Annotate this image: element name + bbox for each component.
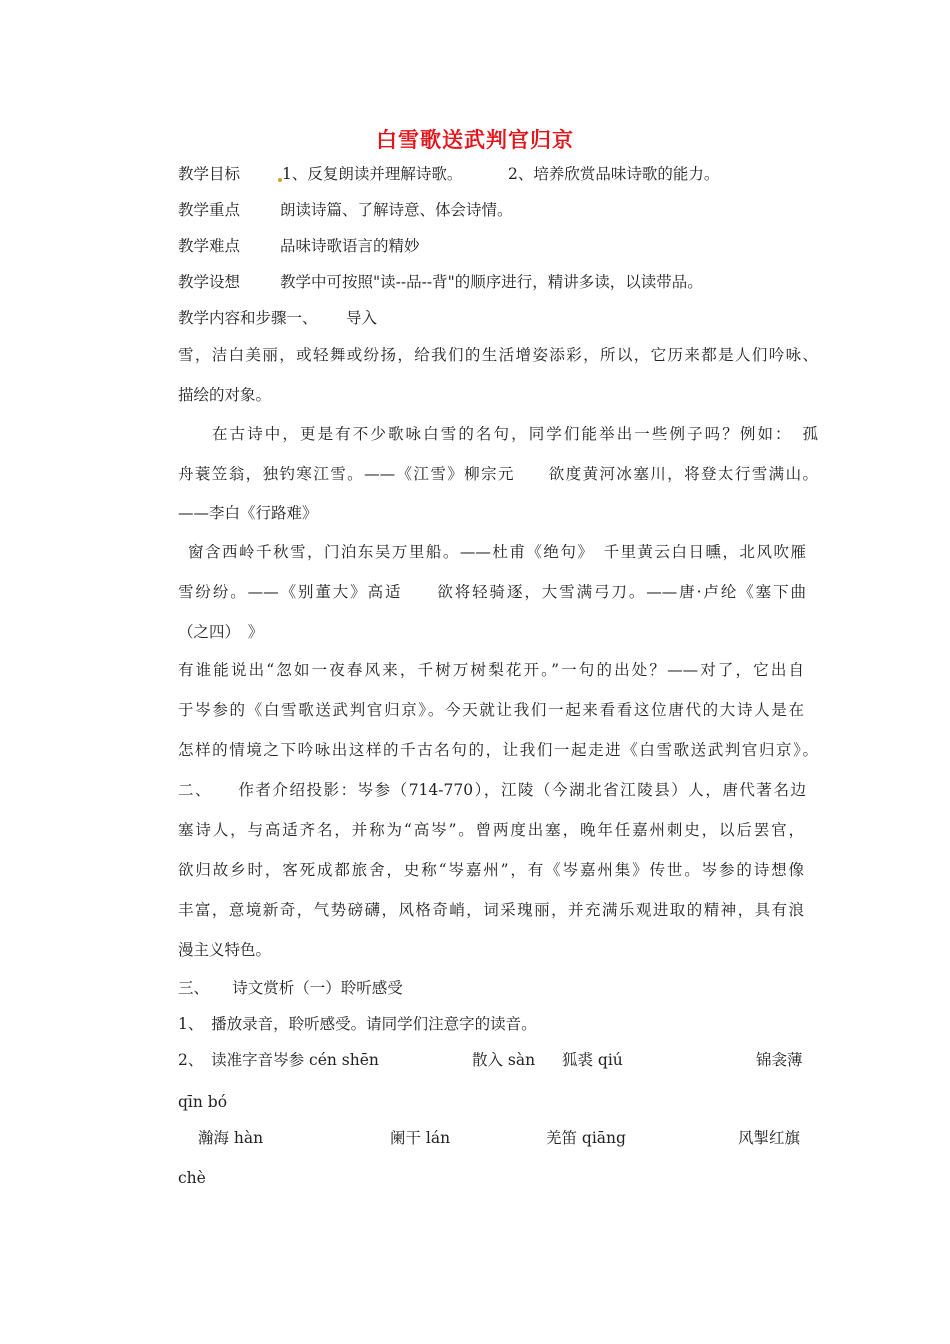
body-line: 丰富，意境新奇，气势磅礴，风格奇峭，词采瑰丽，并充满乐观进取的精神，具有浪 [178,901,804,919]
body-line: 于岑参的《白雪歌送武判官归京》。今天就让我们一起来看看这位唐代的大诗人是在 [178,701,804,719]
row-label: 教学目标 [178,165,241,183]
row-text: 朗读诗篇、了解诗意、体会诗情。 [280,201,513,219]
body-line: 欲归故乡时，客死成都旅舍，史称“岑嘉州”，有《岑嘉州集》传世。岑参的诗想像 [178,861,804,879]
body-line: 雪纷纷。——《别董大》高适 欲将轻骑逐，大雪满弓刀。——唐·卢纶《塞下曲 [178,583,806,601]
pinyin-continuation: qīn bó [178,1093,228,1111]
body-line: 描绘的对象。 [178,386,272,404]
pinyin-word: 狐裘 qiú [562,1051,623,1069]
pinyin-word: 锦衾薄 [756,1051,803,1069]
body-line: 怎样的情境之下吟咏出这样的千古名句的，让我们一起走进《白雪歌送武判官归京》。 [178,741,818,759]
body-line: 雪，洁白美丽，或轻舞或纷扬，给我们的生活增姿添彩，所以，它历来都是人们吟咏、 [178,346,818,364]
row-key-point [178,200,818,220]
row-text: 品味诗歌语言的精妙 [280,237,420,255]
body-line: 窗含西岭千秋雪，门泊东吴万里船。——杜甫《绝句》 千里黄云白日曛，北风吹雁 [188,543,806,561]
goal-item-1: 1、反复朗读并理解诗歌。 [282,165,463,183]
body-line: 塞诗人，与高适齐名，并称为“高岑”。曾两度出塞，晚年任嘉州刺史，以后罢官， [178,821,804,839]
row-steps [178,308,818,328]
row-design [178,272,818,292]
pinyin-word: 阑干 lán [390,1129,451,1147]
pinyin-lead: 2、 读准字音岑参 cén shēn [178,1051,379,1069]
row-label: 教学设想 [178,273,241,291]
row-label: 教学内容和步骤一、 [178,309,318,327]
pinyin-word: 羌笛 qiāng [546,1129,626,1147]
body-line: 有谁能说出“忽如一夜春风来，千树万树梨花开。”一句的出处？——对了，它出自 [178,661,804,679]
body-line: ——李白《行路难》 [178,504,318,522]
pinyin-word: 瀚海 hàn [198,1129,264,1147]
row-teaching-goal [178,164,818,184]
document-title: 白雪歌送武判官归京 [376,128,574,152]
body-line: （之四） 》 [178,623,264,641]
row-difficulty [178,236,818,256]
body-line: 二、 作者介绍投影：岑参（714-770），江陵（今湖北省江陵县）人，唐代著名边 [178,781,806,799]
row-label: 教学难点 [178,237,241,255]
goal-item-2: 2、培养欣赏品味诗歌的能力。 [508,165,720,183]
row-label: 教学重点 [178,201,241,219]
body-line: 在古诗中，更是有不少歌咏白雪的名句，同学们能举出一些例子吗？例如： 孤 [212,425,818,443]
pinyin-continuation: chè [178,1169,206,1187]
row-text: 教学中可按照"读--品--背"的顺序进行，精讲多读，以读带品。 [280,273,703,291]
body-line: 漫主义特色。 [178,941,272,959]
pinyin-word: 散入 sàn [472,1051,536,1069]
pinyin-word: 风掣红旗 [738,1129,801,1147]
pinyin-row-1 [178,1050,818,1070]
section-heading: 三、 诗文赏析（一）聆听感受 [178,979,403,997]
row-text: 导入 [346,309,378,327]
body-line: 舟蓑笠翁，独钓寒江雪。——《江雪》柳宗元 欲度黄河冰塞川，将登太行雪满山。 [178,465,818,483]
body-line: 1、 播放录音，聆听感受。请同学们注意字的读音。 [178,1015,537,1033]
